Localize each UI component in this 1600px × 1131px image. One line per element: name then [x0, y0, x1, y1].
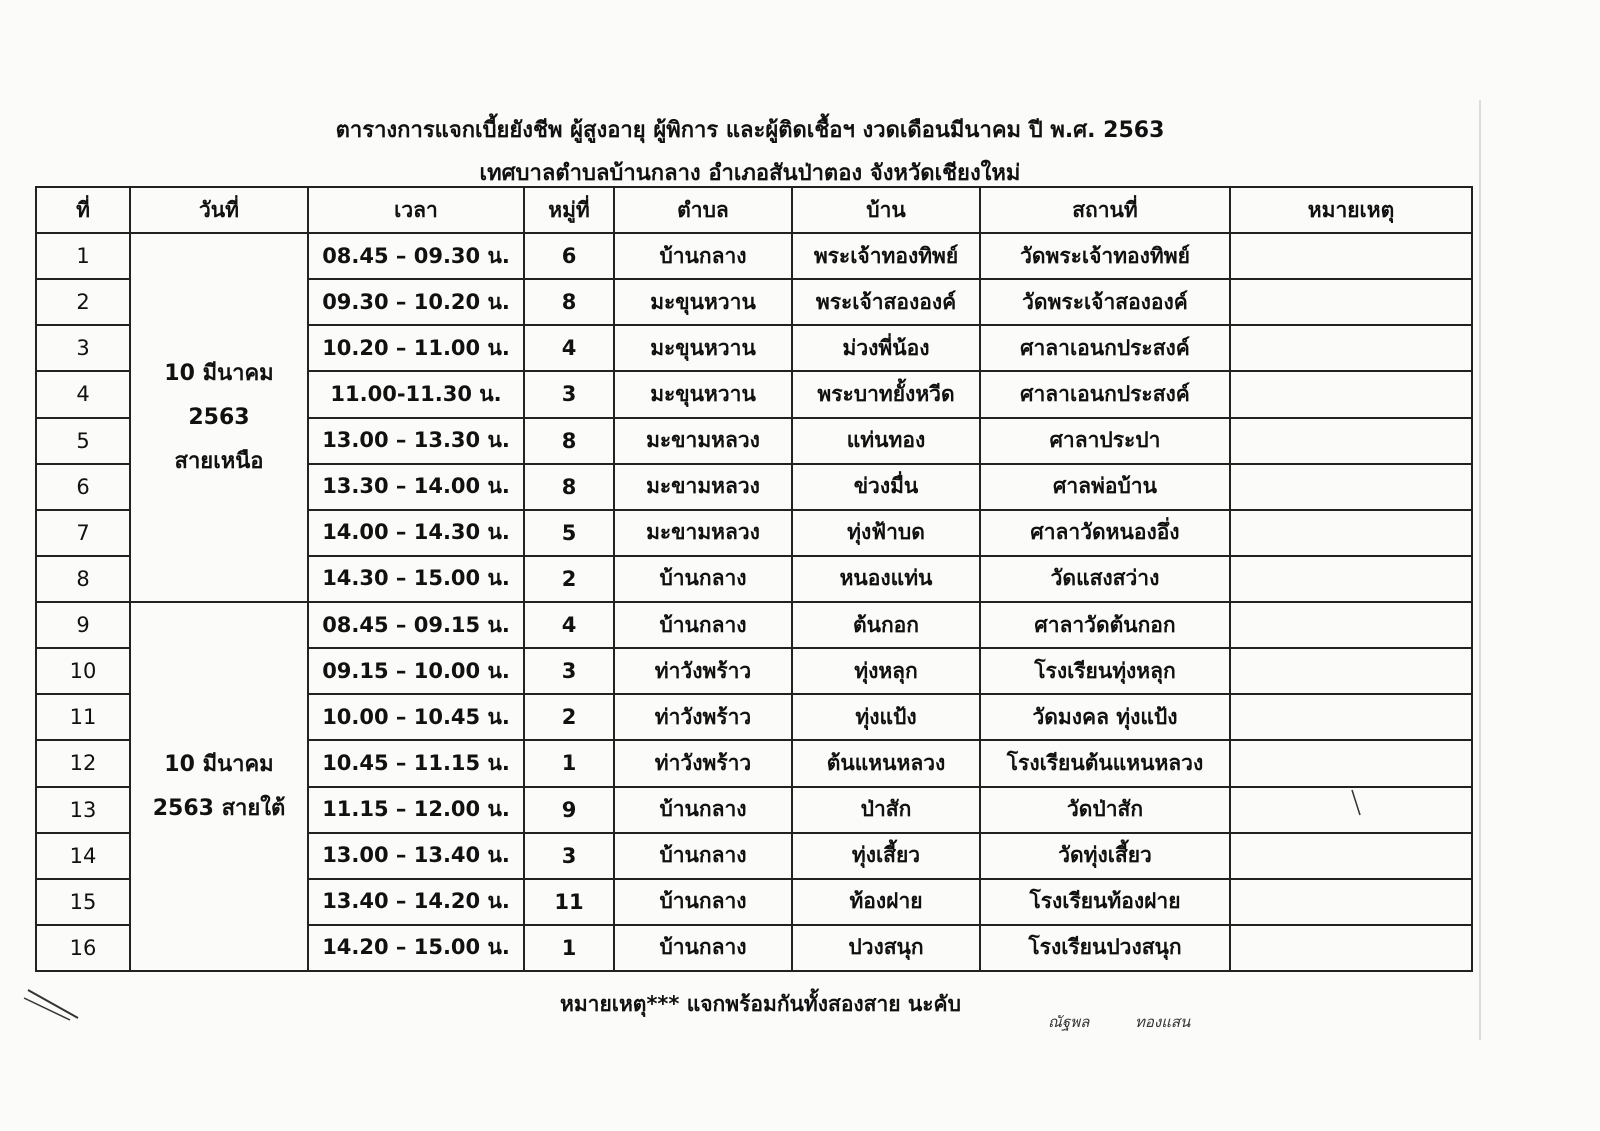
cell-no: 12 — [36, 740, 130, 786]
cell-place: ศาลาเอนกประสงค์ — [980, 325, 1230, 371]
cell-no: 6 — [36, 464, 130, 510]
cell-time: 13.40 – 14.20 น. — [308, 879, 524, 925]
cell-place: ศาลพ่อบ้าน — [980, 464, 1230, 510]
cell-time: 11.15 – 12.00 น. — [308, 787, 524, 833]
cell-time: 14.00 – 14.30 น. — [308, 510, 524, 556]
cell-tambon: บ้านกลาง — [614, 925, 792, 971]
cell-tambon: ท่าวังพร้าว — [614, 648, 792, 694]
cell-tambon: มะขามหลวง — [614, 510, 792, 556]
date-line: สายเหนือ — [174, 448, 264, 474]
cell-time: 11.00-11.30 น. — [308, 371, 524, 417]
date-line: 2563 สายใต้ — [152, 795, 286, 821]
cell-village: ปวงสนุก — [792, 925, 980, 971]
cell-no: 5 — [36, 418, 130, 464]
cell-village: ทุ่งแป้ง — [792, 694, 980, 740]
cell-moo: 8 — [524, 418, 614, 464]
cell-place: โรงเรียนต้นแหนหลวง — [980, 740, 1230, 786]
header-village: บ้าน — [792, 187, 980, 233]
cell-tambon: บ้านกลาง — [614, 787, 792, 833]
cell-time: 09.15 – 10.00 น. — [308, 648, 524, 694]
date-line: 10 มีนาคม — [164, 360, 274, 386]
cell-time: 14.20 – 15.00 น. — [308, 925, 524, 971]
header-tambon: ตำบล — [614, 187, 792, 233]
cell-moo: 3 — [524, 833, 614, 879]
header-place: สถานที่ — [980, 187, 1230, 233]
cell-place: ศาลาประปา — [980, 418, 1230, 464]
cell-village: ต้นกอก — [792, 602, 980, 648]
cell-moo: 3 — [524, 648, 614, 694]
cell-tambon: บ้านกลาง — [614, 556, 792, 602]
cell-village: ต้นแหนหลวง — [792, 740, 980, 786]
cell-time: 08.45 – 09.30 น. — [308, 233, 524, 279]
header-moo: หมู่ที่ — [524, 187, 614, 233]
cell-tambon: บ้านกลาง — [614, 233, 792, 279]
cell-no: 14 — [36, 833, 130, 879]
cell-moo: 6 — [524, 233, 614, 279]
cell-place: โรงเรียนปวงสนุก — [980, 925, 1230, 971]
cell-time: 13.00 – 13.40 น. — [308, 833, 524, 879]
cell-village: แท่นทอง — [792, 418, 980, 464]
header-remark: หมายเหตุ — [1230, 187, 1472, 233]
cell-village: พระบาทยั้งหวีด — [792, 371, 980, 417]
cell-place: ศาลาเอนกประสงค์ — [980, 371, 1230, 417]
cell-place: วัดป่าสัก — [980, 787, 1230, 833]
cell-place: วัดพระเจ้าทองทิพย์ — [980, 233, 1230, 279]
cell-place: โรงเรียนท้องฝาย — [980, 879, 1230, 925]
cell-tambon: มะขุนหวาน — [614, 325, 792, 371]
cell-no: 15 — [36, 879, 130, 925]
cell-no: 4 — [36, 371, 130, 417]
cell-time: 10.20 – 11.00 น. — [308, 325, 524, 371]
cell-place: วัดแสงสว่าง — [980, 556, 1230, 602]
cell-moo: 4 — [524, 325, 614, 371]
cell-moo: 9 — [524, 787, 614, 833]
cell-village: ท้องฝาย — [792, 879, 980, 925]
document-subtitle: เทศบาลตำบลบ้านกลาง อำเภอสันป่าตอง จังหวัดเชียงใหม่ — [479, 161, 1021, 186]
cell-tambon: ท่าวังพร้าว — [614, 740, 792, 786]
cell-tambon: มะขามหลวง — [614, 418, 792, 464]
cell-place: ศาลาวัดหนองอึ่ง — [980, 510, 1230, 556]
cell-no: 16 — [36, 925, 130, 971]
cell-village: ป่าสัก — [792, 787, 980, 833]
cell-tambon: บ้านกลาง — [614, 602, 792, 648]
cell-time: 14.30 – 15.00 น. — [308, 556, 524, 602]
footnote: หมายเหตุ*** แจกพร้อมกันทั้งสองสาย นะคับ — [560, 992, 961, 1016]
cell-place: วัดมงคล ทุ่งแป้ง — [980, 694, 1230, 740]
cell-tambon: มะขุนหวาน — [614, 279, 792, 325]
cell-no: 11 — [36, 694, 130, 740]
document-title: ตารางการแจกเบี้ยยังชีพ ผู้สูงอายุ ผู้พิการ และผู้ติดเชื้อฯ งวดเดือนมีนาคม ปี พ.ศ. 2563 — [335, 118, 1165, 143]
cell-no: 2 — [36, 279, 130, 325]
cell-time: 13.30 – 14.00 น. — [308, 464, 524, 510]
cell-village: ทุ่งหลุก — [792, 648, 980, 694]
cell-moo: 11 — [524, 879, 614, 925]
cell-no: 3 — [36, 325, 130, 371]
cell-time: 13.00 – 13.30 น. — [308, 418, 524, 464]
cell-village: ข่วงมื่น — [792, 464, 980, 510]
cell-moo: 2 — [524, 556, 614, 602]
cell-tambon: บ้านกลาง — [614, 833, 792, 879]
cell-time: 10.00 – 10.45 น. — [308, 694, 524, 740]
date-line: 10 มีนาคม — [164, 751, 274, 777]
header-time: เวลา — [308, 187, 524, 233]
cell-place: วัดพระเจ้าสององค์ — [980, 279, 1230, 325]
header-no: ที่ — [36, 187, 130, 233]
cell-moo: 4 — [524, 602, 614, 648]
cell-moo: 1 — [524, 740, 614, 786]
cell-place: โรงเรียนทุ่งหลุก — [980, 648, 1230, 694]
signature-last: ทองแสน — [1135, 1013, 1191, 1031]
cell-village: หนองแท่น — [792, 556, 980, 602]
cell-village: พระเจ้าสององค์ — [792, 279, 980, 325]
cell-no: 7 — [36, 510, 130, 556]
cell-moo: 8 — [524, 279, 614, 325]
cell-village: ทุ่งเสี้ยว — [792, 833, 980, 879]
cell-place: วัดทุ่งเสี้ยว — [980, 833, 1230, 879]
signature-first: ณัฐพล — [1048, 1013, 1090, 1031]
cell-tambon: มะขุนหวาน — [614, 371, 792, 417]
pen-tick-mark — [1352, 790, 1360, 815]
cell-village: พระเจ้าทองทิพย์ — [792, 233, 980, 279]
header-date: วันที่ — [130, 187, 308, 233]
date-line: 2563 — [188, 404, 250, 430]
cell-village: ทุ่งฟ้าบด — [792, 510, 980, 556]
cell-moo: 1 — [524, 925, 614, 971]
cell-moo: 8 — [524, 464, 614, 510]
cell-no: 13 — [36, 787, 130, 833]
cell-moo: 3 — [524, 371, 614, 417]
cell-tambon: มะขามหลวง — [614, 464, 792, 510]
cell-time: 09.30 – 10.20 น. — [308, 279, 524, 325]
cell-tambon: บ้านกลาง — [614, 879, 792, 925]
cell-time: 08.45 – 09.15 น. — [308, 602, 524, 648]
cell-no: 9 — [36, 602, 130, 648]
cell-place: ศาลาวัดต้นกอก — [980, 602, 1230, 648]
cell-moo: 5 — [524, 510, 614, 556]
cell-time: 10.45 – 11.15 น. — [308, 740, 524, 786]
cell-no: 10 — [36, 648, 130, 694]
cell-moo: 2 — [524, 694, 614, 740]
cell-village: ม่วงพี่น้อง — [792, 325, 980, 371]
cell-tambon: ท่าวังพร้าว — [614, 694, 792, 740]
cell-no: 8 — [36, 556, 130, 602]
cell-no: 1 — [36, 233, 130, 279]
